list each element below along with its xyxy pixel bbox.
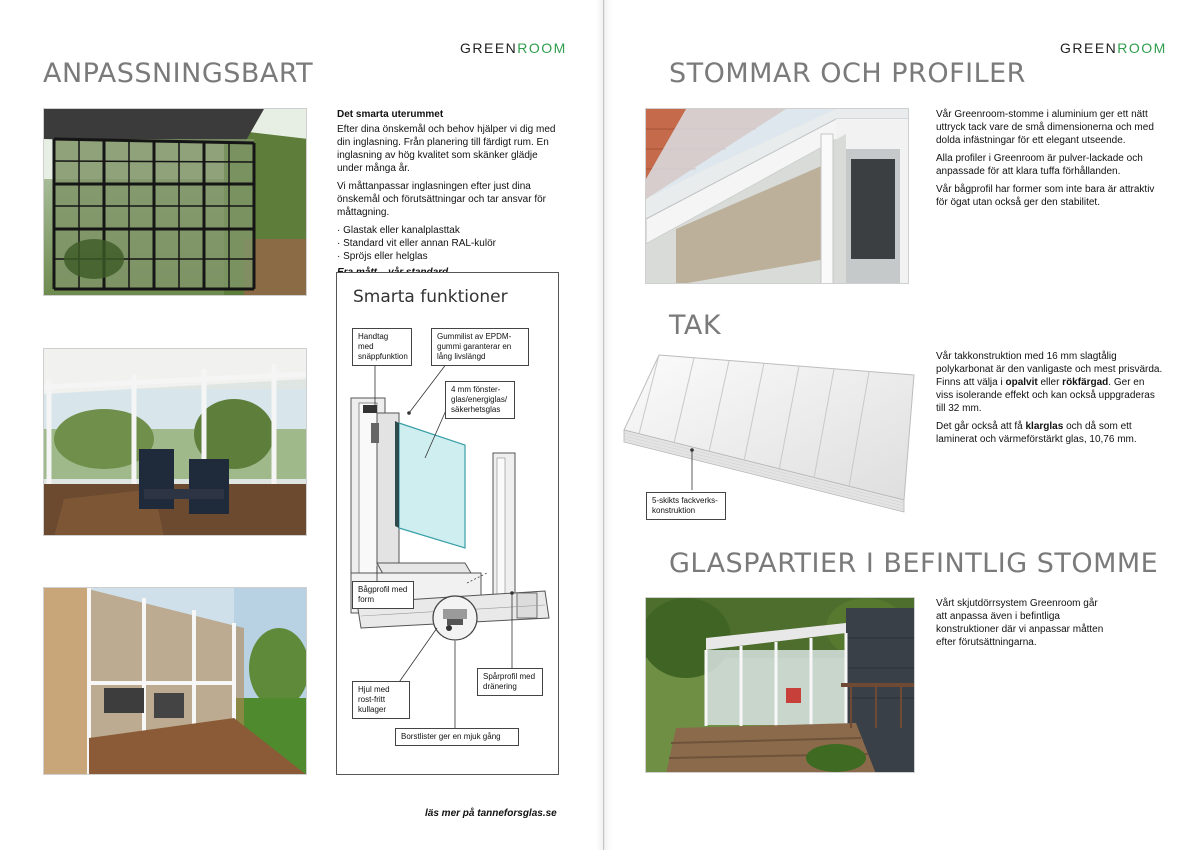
page-heading-anpassningsbart: ANPASSNINGSBART (43, 58, 314, 89)
callout-track-profile: Spårprofil med dränering (477, 668, 543, 696)
roof-text: eller (1037, 377, 1063, 388)
brand-logo-green: GREEN (1060, 40, 1118, 56)
right-page (605, 0, 1200, 850)
roof-text: Vår takkonstruktion med 16 mm slagtålig polykarbonat är den vanligaste och mest prisvärda. Finns att välja i (936, 351, 1163, 388)
roof-text: och då som ett laminerat och värmeförstärkt glas, 10,76 mm. (936, 421, 1137, 445)
brand-logo (460, 40, 567, 56)
diagram-title: Smarta funktioner (353, 287, 508, 307)
roof-option-smoked: rökfärgad (1062, 377, 1109, 388)
brand-logo-green: GREEN (460, 40, 518, 56)
roof-paragraph-2 (936, 420, 1164, 446)
brand-logo-room: ROOM (1117, 40, 1167, 56)
glass-sections-text-block (936, 597, 1111, 654)
intro-bullet-item: · Glastak eller kanalplasttak (337, 224, 557, 237)
section-heading-frames: STOMMAR OCH PROFILER (669, 58, 1026, 89)
roof-text-block (936, 350, 1164, 451)
intro-bullet-list (337, 224, 557, 263)
page-gutter-shadow (596, 0, 612, 850)
roof-paragraph-1 (936, 350, 1164, 415)
callout-wheel: Hjul med rost-fritt kullager (352, 681, 410, 719)
photo-porch-sliding-glass (645, 597, 915, 773)
frames-text-block (936, 108, 1164, 214)
callout-glass: 4 mm fönster-glas/energiglas/ säkerhetsglas (445, 381, 515, 419)
intro-bullet-item: · Spröjs eller helglas (337, 250, 557, 263)
intro-paragraph-2: Vi måttanpassar inglasningen efter just dina önskemål och förutsättningar och tar ansvar för måttagning. (337, 181, 546, 218)
roof-option-clear-glass: klarglas (1025, 421, 1064, 432)
photo-interior-chairs (43, 348, 307, 536)
roof-text: Det går också att få (936, 421, 1026, 432)
callout-bow-profile: Bågprofil med form (352, 581, 414, 609)
glass-sections-paragraph: Vårt skjutdörrsystem Greenroom går att anpassa även i befintliga konstruktioner där vi anpassar måtten efter förutsättningarna. (936, 598, 1104, 648)
frames-paragraph-3: Vår bågprofil har former som inte bara är attraktiv för ögat utan också ger den stabilitet. (936, 184, 1155, 208)
frames-paragraph-1: Vår Greenroom-stomme i aluminium ger ett nätt uttryck tack vare de små dimensionerna och med dolda infästningar för ett elegant utseende. (936, 109, 1154, 146)
intro-text-block (337, 108, 557, 284)
section-heading-glass-sections: GLASPARTIER I BEFINTLIG STOMME (669, 548, 1159, 579)
intro-bullet-item: · Standard vit eller annan RAL-kulör (337, 237, 557, 250)
photo-frame-roof-corner (645, 108, 909, 284)
section-heading-roof: TAK (669, 310, 722, 341)
brand-logo (1060, 40, 1167, 56)
footer-website-link[interactable]: läs mer på tanneforsglas.se (425, 808, 557, 819)
photo-sunroom-lawn (43, 587, 307, 775)
smart-features-diagram (336, 272, 559, 775)
roof-text: . Ger en viss isolerande effekt och kan också uppgraderas till 32 mm. (936, 377, 1155, 414)
callout-brush-strip: Borstlister ger en mjuk gång (395, 728, 519, 746)
roof-option-opal-white: opalvit (1005, 377, 1038, 388)
brand-logo-room: ROOM (517, 40, 567, 56)
callout-handle: Handtag med snäppfunktion (352, 328, 412, 366)
callout-multiwall-structure: 5-skikts fackverks-konstruktion (646, 492, 726, 520)
photo-greenhouse-black-frame (43, 108, 307, 296)
frames-paragraph-2: Alla profiler i Greenroom är pulver-lackade och anpassade för att klara tuffa förhållanden. (936, 153, 1143, 177)
callout-gasket: Gummilist av EPDM-gummi garanterar en lång livslängd (431, 328, 529, 366)
intro-paragraph-1: Efter dina önskemål och behov hjälper vi dig med din inglasning. Från planering till färdigt rum. En inglasning av hög kvalitet som skänker glädje under många år. (337, 124, 556, 174)
intro-subtitle: Det smarta uterummet (337, 109, 444, 120)
